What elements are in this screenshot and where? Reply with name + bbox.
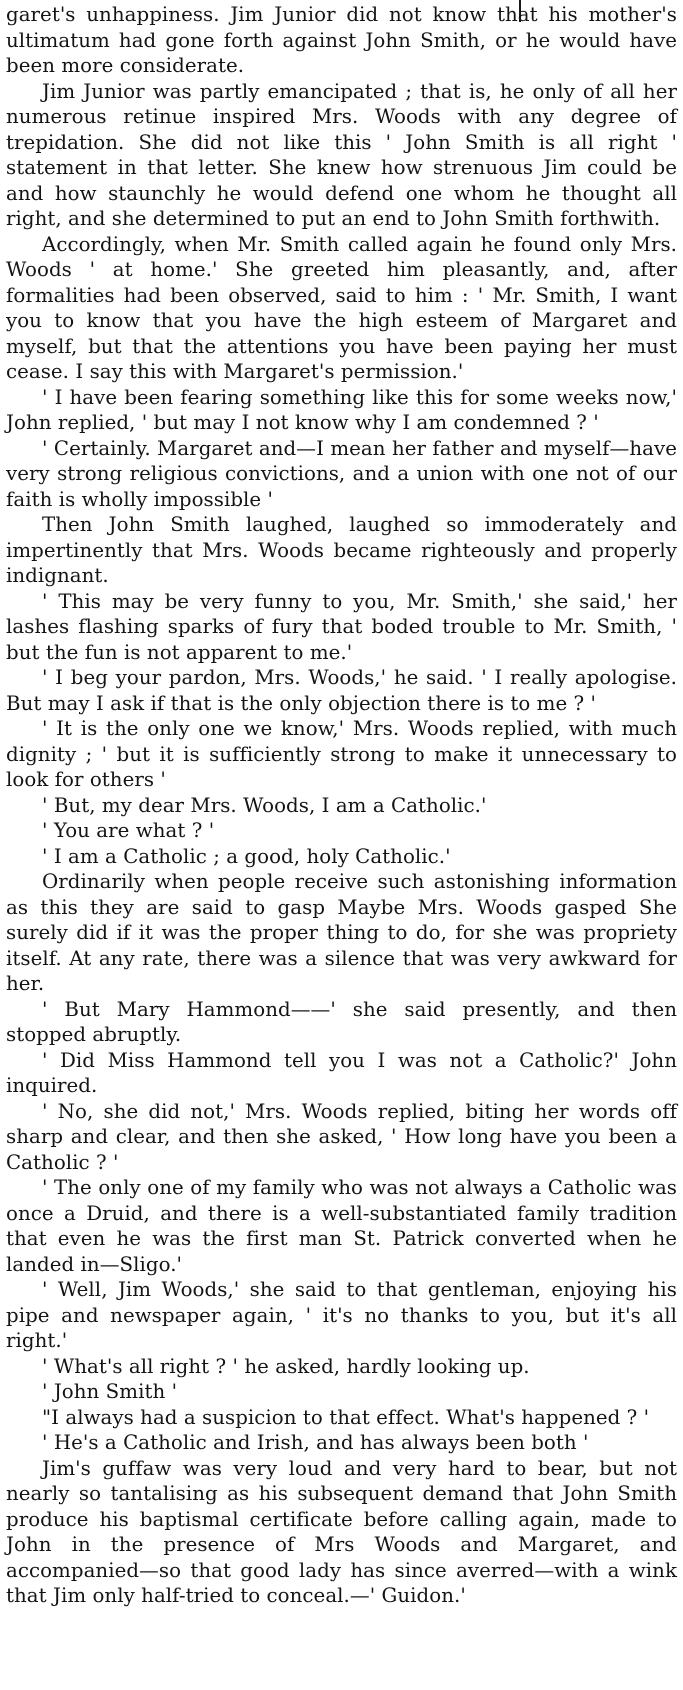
article-paragraph: ' This may be very funny to you, Mr. Smith,' she said,' her lashes flashing sparks of fury that boded trouble to Mr. Smith, ' but the fun is not apparent to me.' xyxy=(6,589,677,664)
article-paragraph: Jim Junior was partly emancipated ; that is, he only of all her numerous retinue inspired Mrs. Woods with any degree of trepidation. She did not like this ' John Smith is all right ' statement in that letter. She knew how strenuous Jim could be and how staunchly he would defend one whom he thought all right, and she determined to put an end to John Smith forthwith. xyxy=(6,79,677,230)
article-paragraph: ' But Mary Hammond——' she said presently, and then stopped abruptly. xyxy=(6,997,677,1046)
article-paragraph: ' John Smith ' xyxy=(42,1380,178,1403)
article-paragraph: ' Certainly. Margaret and—I mean her father and myself—have very strong religious convictions, and a union with one not of our faith is wholly impossible ' xyxy=(6,436,677,511)
article-paragraph: ' Well, Jim Woods,' she said to that gentleman, enjoying his pipe and newspaper again, ' it's no thanks to you, but it's all right.' xyxy=(6,1278,677,1352)
article-paragraph: Jim's guffaw was very loud and very hard to bear, but not nearly so tantalising as his subsequent demand that John Smith produce his baptismal certificate before calling again, made to John in the presence of Mrs Woods and Margaret, and accompanied—so that good lady has since averred—with a wink that Jim only half-tried to conceal.—' Guidon.' xyxy=(6,1456,677,1607)
article-paragraph: garet's unhappiness. Jim Junior did not know that his mother's ultimatum had gone forth against John Smith, or he would have been more considerate. xyxy=(6,3,677,77)
article-paragraph: ' You are what ? ' xyxy=(42,819,215,842)
article-paragraph: Accordingly, when Mr. Smith called again he found only Mrs. Woods ' at home.' She greeted him pleasantly, and, after formalities had been observed, said to him : ' Mr. Smith, I want you to know that you have the high esteem of Margaret and myself, but that the attentions you have been paying her must cease. I say this with Margaret's permission.' xyxy=(6,232,677,383)
article-paragraph: ' I beg your pardon, Mrs. Woods,' he said. ' I really apologise. But may I ask if that is the only objection there is to me ? ' xyxy=(6,666,677,715)
article-paragraph: Then John Smith laughed, laughed so immoderately and impertinently that Mrs. Woods became righteously and properly indignant. xyxy=(6,513,677,587)
article-paragraph: ' I have been fearing something like this for some weeks now,' John replied, ' but may I not know why I am condemned ? ' xyxy=(6,385,677,434)
article-paragraph: ' Did Miss Hammond tell you I was not a Catholic?' John inquired. xyxy=(6,1048,677,1097)
article-paragraph: ' The only one of my family who was not always a Catholic was once a Druid, and there is a well-substantiated family tradition that even he was the first man St. Patrick converted when he landed in—Sligo.' xyxy=(6,1176,677,1276)
article-paragraph: ' I am a Catholic ; a good, holy Catholic.' xyxy=(42,844,451,868)
article-paragraph: ' No, she did not,' Mrs. Woods replied, biting her words off sharp and clear, and then she asked, ' How long have you been a Catholic ? ' xyxy=(6,1099,677,1174)
article-paragraph: ' He's a Catholic and Irish, and has always been both ' xyxy=(42,1431,589,1454)
article-paragraph: ' It is the only one we know,' Mrs. Woods replied, with much dignity ; ' but it is sufficiently strong to make it unnecessary to look for others ' xyxy=(6,717,677,791)
article-paragraph: Ordinarily when people receive such astonishing information as this they are said to gasp Maybe Mrs. Woods gasped She surely did if it was the proper thing to do, for she was propriety itself. At any rate, there was a silence that was very awkward for her. xyxy=(6,870,677,995)
article-paragraph: ' What's all right ? ' he asked, hardly looking up. xyxy=(42,1354,530,1378)
article-paragraph: ' But, my dear Mrs. Woods, I am a Catholic.' xyxy=(42,793,487,817)
article-paragraph: "I always had a suspicion to that effect. What's happened ? ' xyxy=(42,1405,650,1429)
